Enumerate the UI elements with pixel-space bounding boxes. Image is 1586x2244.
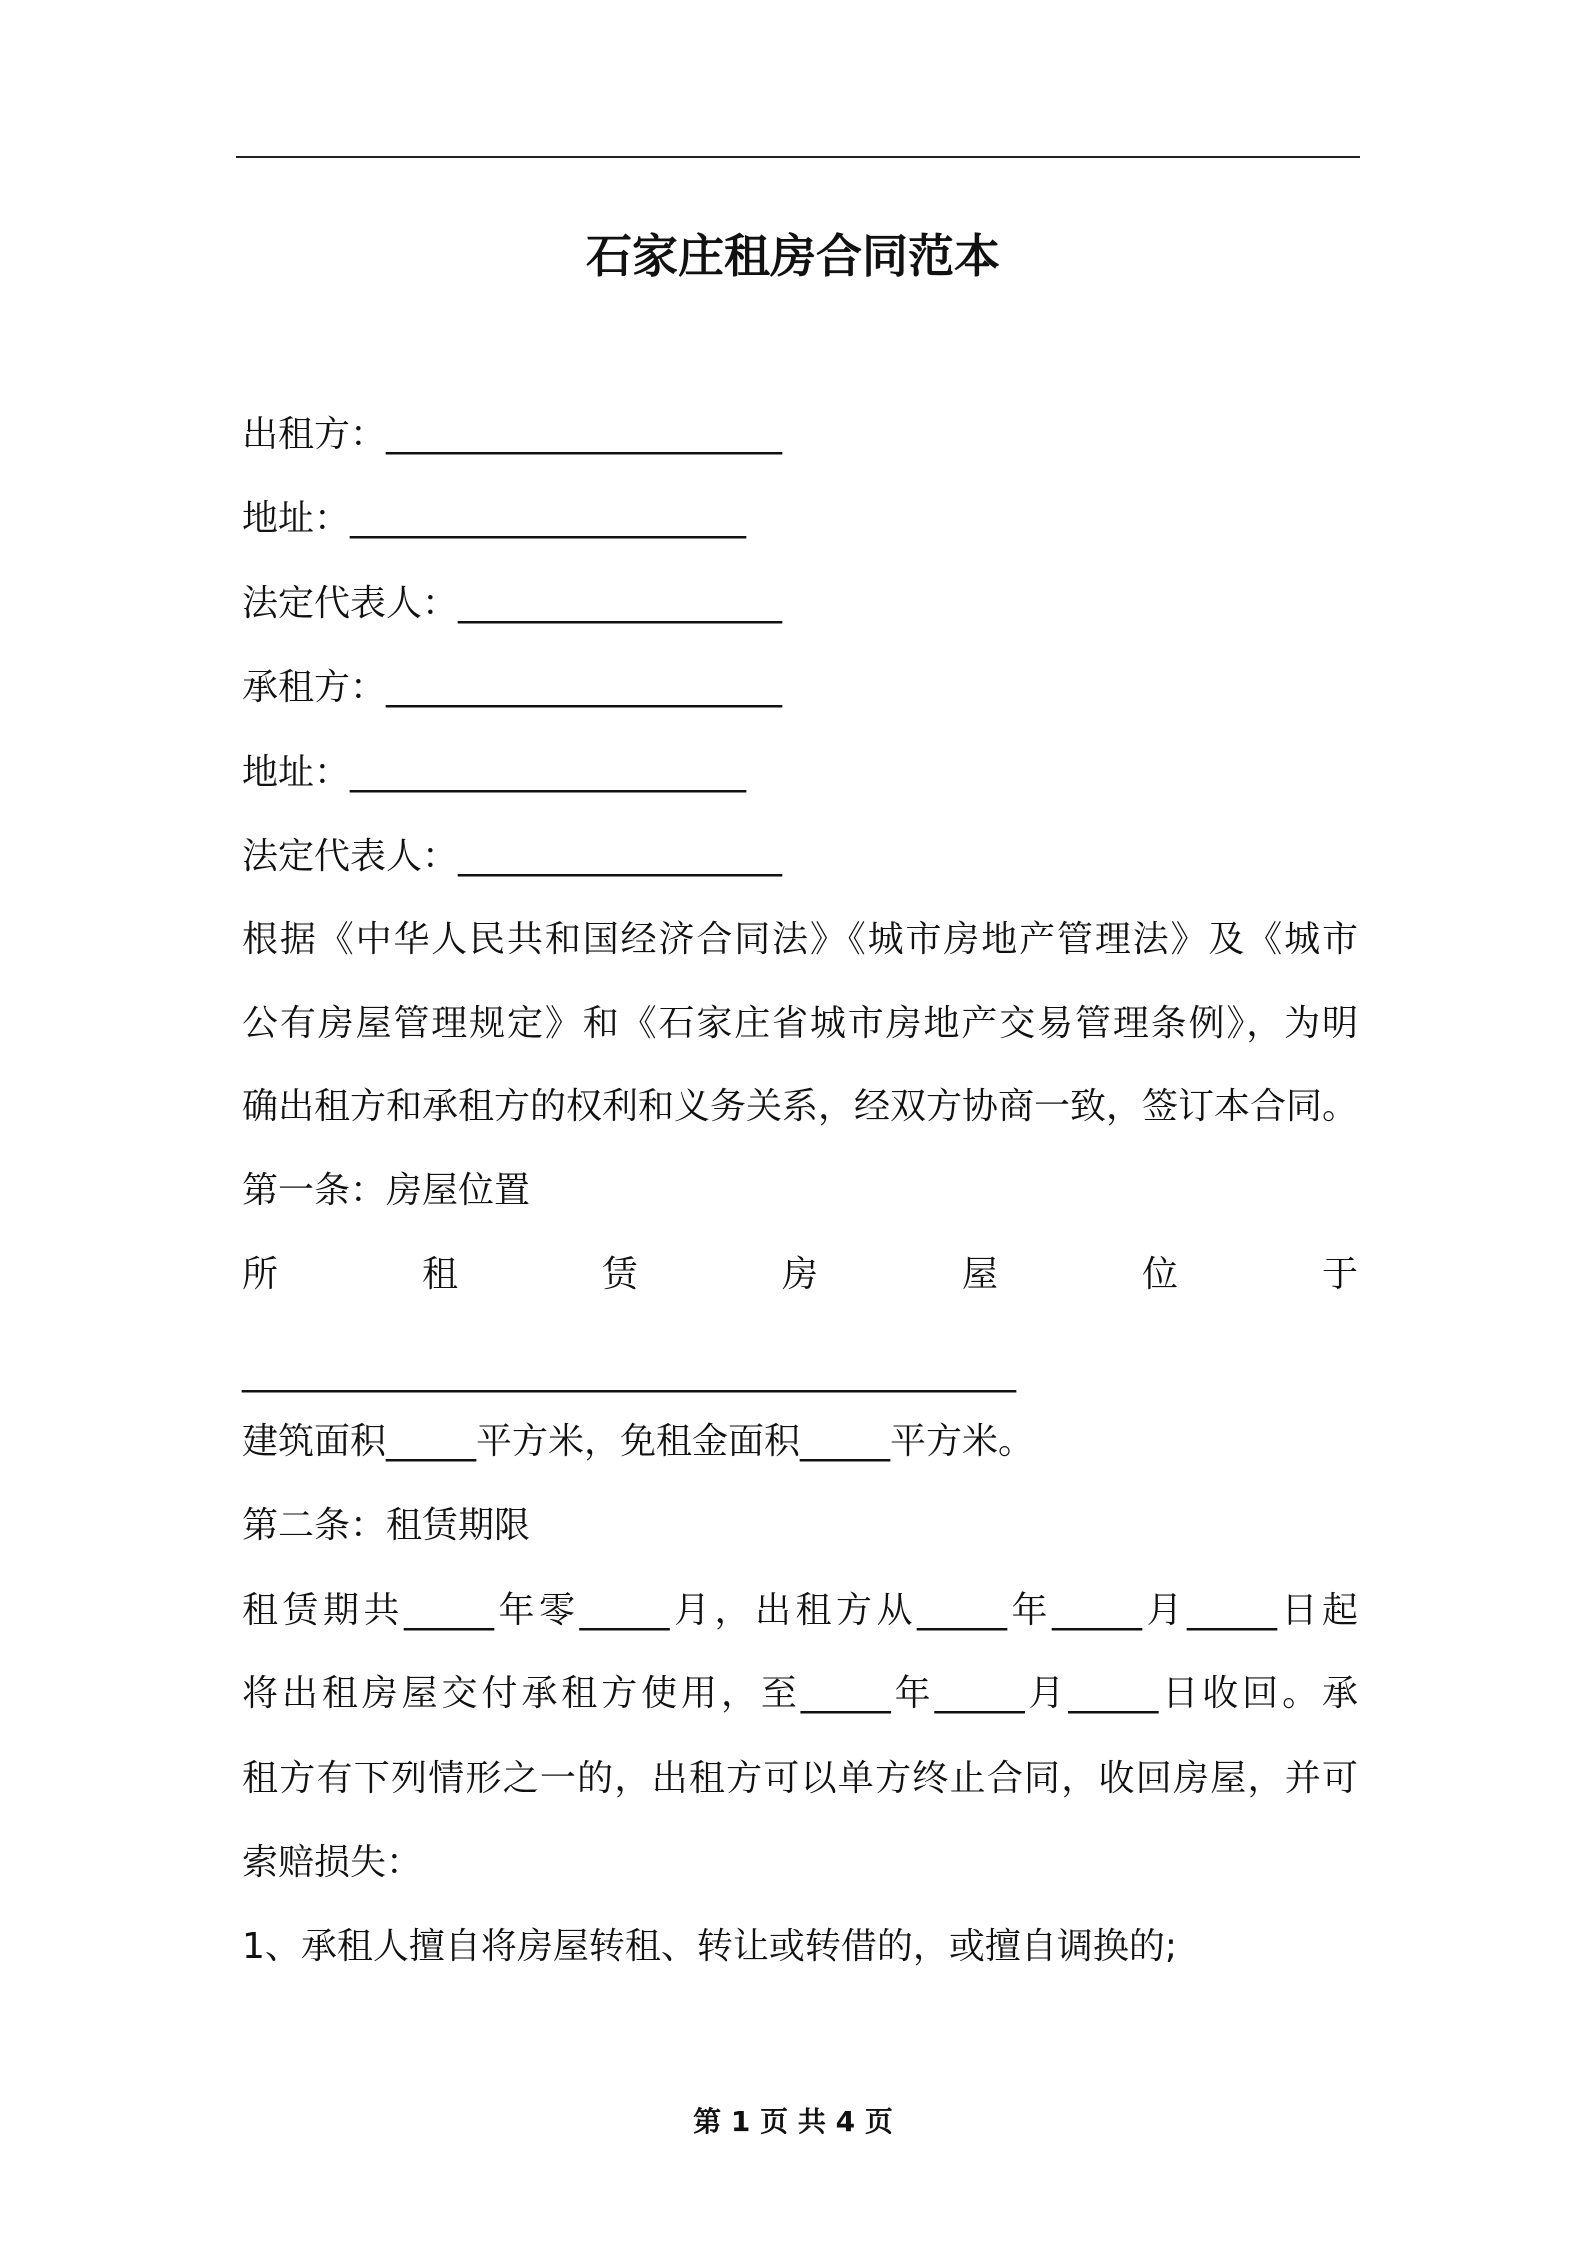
preamble-line-2: 公有房屋管理规定》和《石家庄省城市房地产交易管理条例》，为明	[242, 1003, 1358, 1044]
lessor-address-line: 地址：______________________	[242, 498, 747, 539]
lessor-line: 出租方：______________________	[242, 414, 783, 455]
term-line-4: 索赔损失：	[242, 1842, 423, 1883]
article-2-heading: 第二条：租赁期限	[242, 1505, 531, 1546]
clause-1: 1、承租人擅自将房屋转租、转让或转借的，或擅自调换的;	[242, 1926, 1178, 1967]
document-title: 石家庄租房合同范本	[586, 229, 1000, 283]
area-line: 建筑面积_____平方米，免租金面积_____平方米。	[242, 1421, 1035, 1462]
lessee-address-line: 地址：______________________	[242, 752, 747, 793]
location-blank: ___________________________________________	[242, 1352, 1016, 1393]
page-footer: 第 1 页 共 4 页	[693, 2105, 893, 2138]
lessor-representative-line: 法定代表人：__________________	[242, 583, 783, 624]
preamble-line-3: 确出租方和承租方的权利和义务关系，经双方协商一致，签订本合同。	[242, 1086, 1359, 1127]
term-line-2: 将出租房屋交付承租方使用，至_____年_____月_____日收回。承	[242, 1673, 1358, 1714]
lessee-representative-line: 法定代表人：__________________	[242, 836, 783, 877]
header-rule	[236, 156, 1360, 158]
location-line: 所 租 赁 房 屋 位 于	[242, 1254, 1358, 1295]
term-line-1: 租赁期共_____年零_____月，出租方从_____年_____月_____日起	[242, 1590, 1358, 1631]
preamble-line-1: 根据《中华人民共和国经济合同法》《城市房地产管理法》及《城市	[242, 919, 1358, 960]
article-1-heading: 第一条：房屋位置	[242, 1170, 531, 1211]
lessee-line: 承租方：______________________	[242, 667, 783, 708]
term-line-3: 租方有下列情形之一的，出租方可以单方终止合同，收回房屋，并可	[242, 1758, 1358, 1799]
